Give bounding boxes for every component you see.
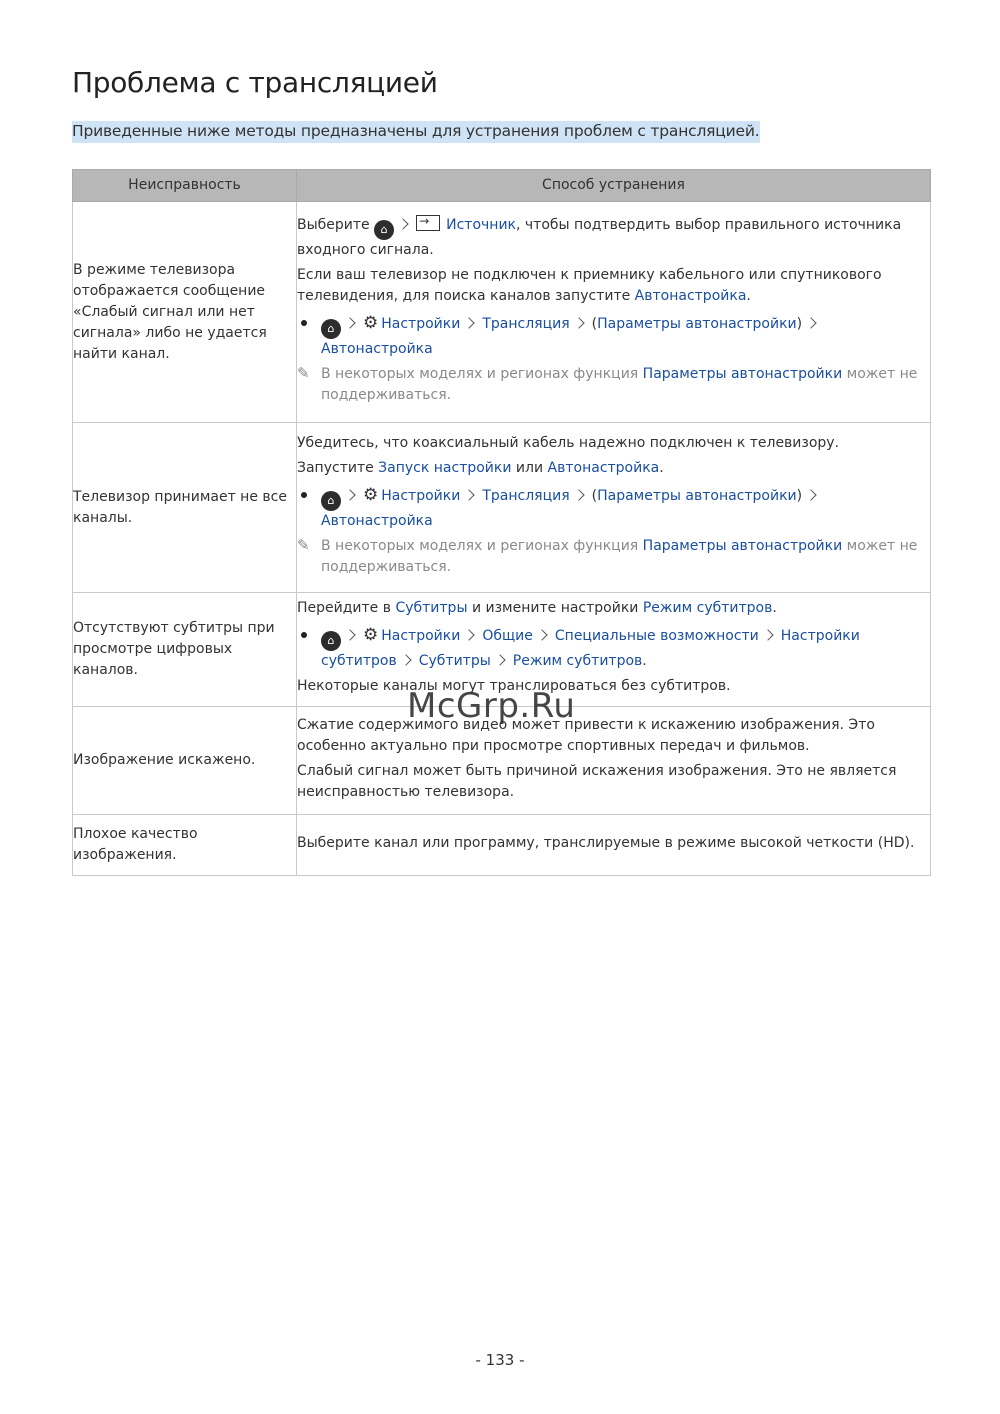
pencil-note-icon: ✎ [297, 536, 310, 554]
path-item[interactable]: Автонастройка [321, 513, 433, 529]
path-item[interactable]: Трансляция [482, 315, 570, 332]
solution-line: Выберите канал или программу, транслируемые в режиме высокой четкости (HD). [297, 834, 915, 851]
source-input-icon [416, 215, 440, 231]
problem-text: Плохое качество изображения. [73, 826, 198, 863]
note-link[interactable]: Параметры автонастройки [642, 538, 843, 554]
path-item[interactable]: Общие [482, 628, 533, 644]
problem-text: Отсутствуют субтитры при просмотре цифровых каналов. [73, 620, 275, 678]
path-item[interactable]: Настройки [381, 488, 461, 504]
path-item[interactable]: Специальные возможности [554, 628, 759, 644]
gear-icon: ⚙ [363, 625, 379, 645]
solution-cell [297, 202, 931, 423]
chevron-right-icon [400, 654, 411, 665]
solution-text: . [772, 600, 777, 616]
solution-line: Слабый сигнал может быть причиной искажения изображения. Это не является неисправностью телевизора. [297, 762, 897, 800]
solution-text: и измените настройки [471, 600, 639, 616]
solution-cell [297, 593, 931, 707]
solution-line: Сжатие содержимого видео может привести к искажению изображения. Это особенно актуально при просмотре спортивных передач и фильмов. [297, 716, 875, 754]
page-number: - 133 - [475, 1351, 525, 1369]
troubleshooting-table [72, 169, 931, 876]
menu-path: ⌂ ⚙ Настройки Общие Специальные возможности Настройки субтитров Субтитры Режим субтитров. [297, 623, 930, 672]
chevron-right-icon [397, 218, 408, 229]
problem-text: В режиме телевизора отображается сообщение «Слабый сигнал или нет сигнала» либо не удается найти канал. [73, 261, 267, 362]
gear-icon: ⚙ [363, 312, 379, 333]
problem-cell [73, 815, 297, 876]
home-icon: ⌂ [321, 319, 341, 339]
menu-link-autotune[interactable]: Автонастройка [547, 460, 660, 476]
bullet [301, 632, 307, 638]
menu-path: ⌂ ⚙ Настройки Трансляция (Параметры автонастройки)Автонастройка [297, 483, 930, 532]
chevron-right-icon [464, 489, 475, 500]
page-title: Проблема с трансляцией [72, 66, 438, 99]
chevron-right-icon [573, 489, 584, 500]
path-item[interactable]: Автонастройка [321, 340, 433, 357]
menu-path: ⌂ ⚙ Настройки Трансляция (Параметры автонастройки)Автонастройка [297, 311, 930, 360]
problem-text: Изображение искажено. [73, 752, 256, 768]
menu-link-autotune[interactable]: Автонастройка [634, 287, 747, 304]
header-problem: Неисправность [73, 170, 297, 202]
table-row [73, 423, 931, 593]
chevron-right-icon [494, 654, 505, 665]
path-item[interactable]: Настройки [381, 628, 461, 644]
problem-cell [73, 593, 297, 707]
path-item[interactable]: Параметры автонастройки [597, 488, 797, 504]
note-text: В некоторых моделях и регионах функция [321, 365, 639, 382]
chevron-right-icon [573, 317, 584, 328]
solution-text: Выберите [297, 216, 370, 233]
solution-line: Некоторые каналы могут транслироваться без субтитров. [297, 678, 731, 694]
bullet [301, 492, 307, 498]
solution-line [297, 265, 930, 307]
watermark: McGrp.Ru [407, 686, 576, 726]
chevron-right-icon [805, 489, 816, 500]
solution-line: Убедитесь, что коаксиальный кабель надежно подключен к телевизору. [297, 435, 840, 451]
solution-text: , чтобы подтвердить выбор правильного источника входного сигнала. [297, 216, 902, 258]
problem-cell [73, 423, 297, 593]
table-row [73, 202, 931, 423]
chevron-right-icon [344, 489, 355, 500]
path-item[interactable]: Настройки субтитров [321, 628, 860, 669]
solution-text: или [515, 460, 544, 476]
note [297, 364, 930, 406]
menu-link-start-setup[interactable]: Запуск настройки [378, 460, 512, 476]
path-item[interactable]: Субтитры [418, 653, 491, 669]
solution-cell [297, 815, 931, 876]
solution-line [297, 215, 930, 261]
path-item[interactable]: Настройки [381, 315, 461, 332]
chevron-right-icon [344, 629, 355, 640]
solution-text: . [659, 460, 664, 476]
chevron-right-icon [464, 317, 475, 328]
chevron-right-icon [805, 317, 816, 328]
solution-line [297, 598, 930, 619]
path-item[interactable]: Режим субтитров [512, 653, 643, 669]
solution-text: Перейдите в [297, 600, 391, 616]
chevron-right-icon [464, 629, 475, 640]
solution-text: Если ваш телевизор не подключен к приемнику кабельного или спутникового телевидения, для поиска каналов запустите [297, 266, 882, 304]
note-text: может не поддерживаться. [321, 365, 918, 403]
menu-link-subtitles[interactable]: Субтитры [395, 600, 468, 616]
home-icon: ⌂ [374, 220, 394, 240]
path-item[interactable]: Параметры автонастройки [597, 315, 797, 332]
note-text: В некоторых моделях и регионах функция [321, 538, 639, 554]
menu-link-source[interactable]: Источник [446, 216, 516, 233]
header-solution: Способ устранения [297, 170, 931, 202]
solution-cell [297, 423, 931, 593]
path-item[interactable]: Трансляция [482, 488, 570, 504]
solution-text: . [746, 287, 751, 304]
note-text: может не поддерживаться. [321, 538, 918, 575]
home-icon: ⌂ [321, 631, 341, 651]
solution-line [297, 458, 930, 479]
problem-cell [73, 202, 297, 423]
menu-link-subtitle-mode[interactable]: Режим субтитров [642, 600, 773, 616]
solution-text: Запустите [297, 460, 374, 476]
intro-text: Приведенные ниже методы предназначены для устранения проблем с трансляцией. [72, 121, 760, 143]
chevron-right-icon [344, 317, 355, 328]
gear-icon: ⚙ [363, 485, 379, 505]
home-icon: ⌂ [321, 491, 341, 511]
chevron-right-icon [762, 629, 773, 640]
note-link[interactable]: Параметры автонастройки [642, 365, 843, 382]
problem-cell [73, 707, 297, 815]
table-header-row [73, 170, 931, 202]
bullet [301, 320, 307, 326]
chevron-right-icon [536, 629, 547, 640]
problem-text: Телевизор принимает не все каналы. [73, 488, 287, 526]
note [297, 536, 930, 578]
solution-cell [297, 707, 931, 815]
table-row [73, 815, 931, 876]
pencil-note-icon: ✎ [297, 363, 310, 382]
